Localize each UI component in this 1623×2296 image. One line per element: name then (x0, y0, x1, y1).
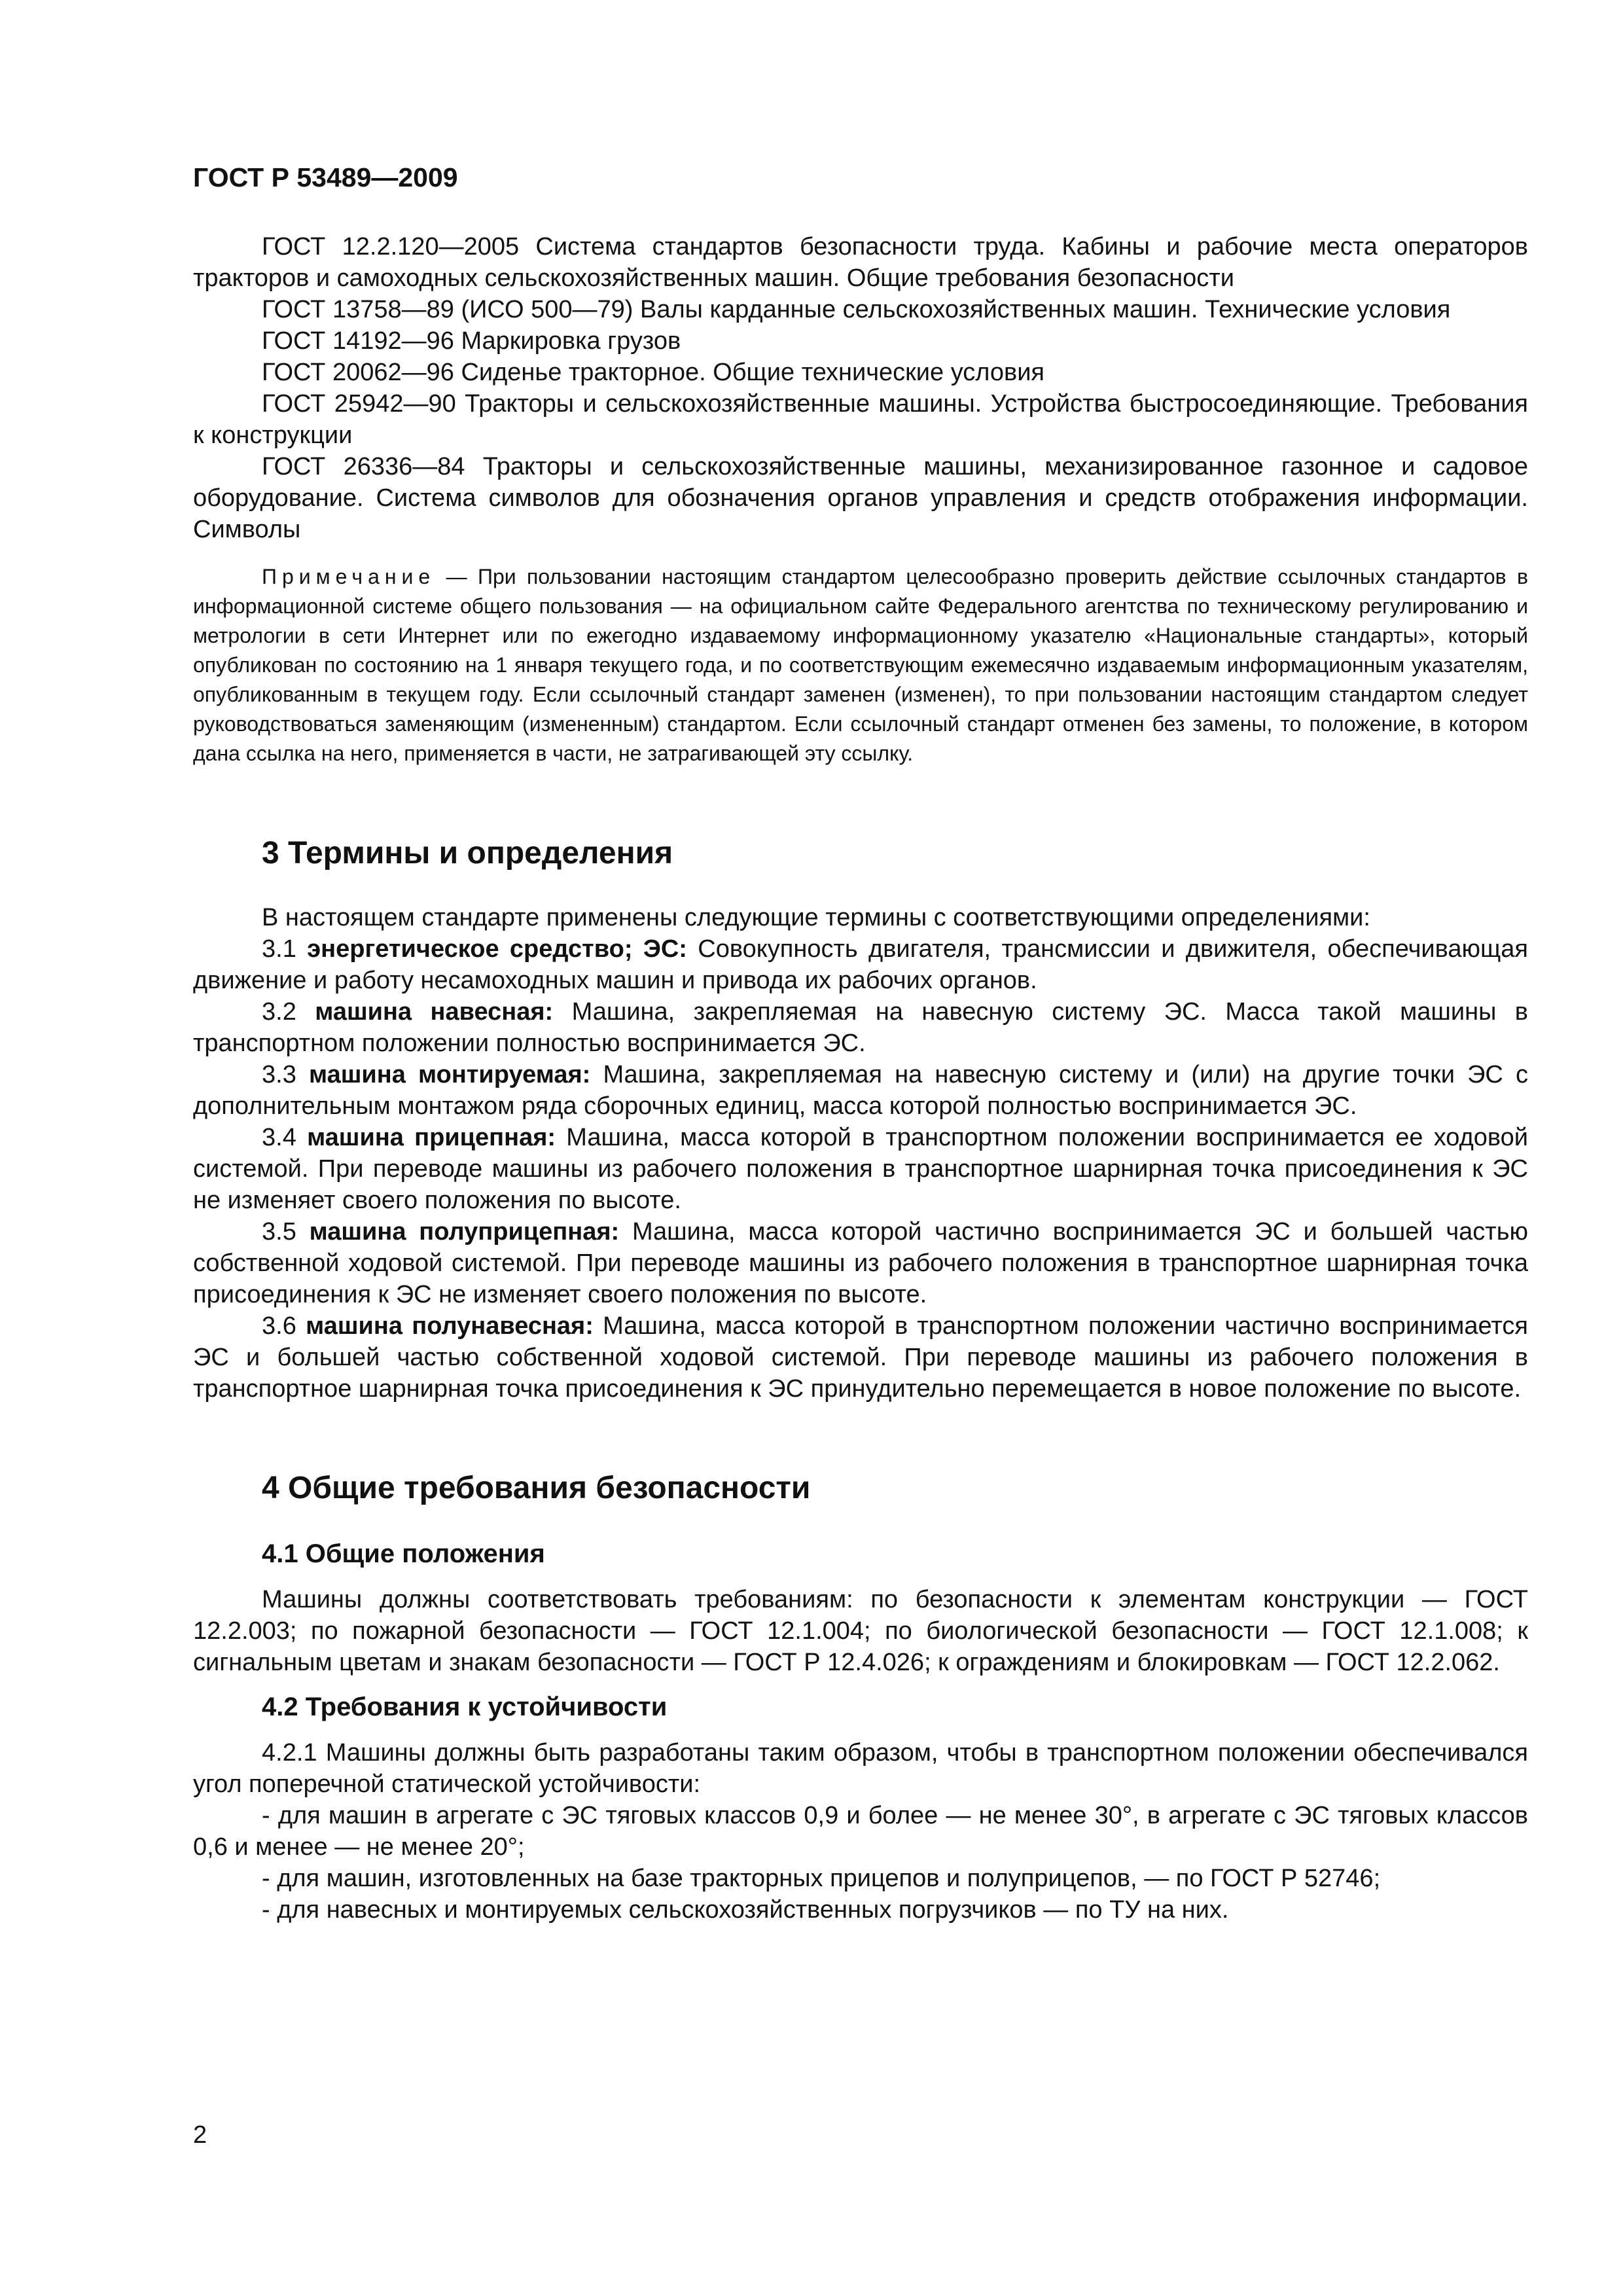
reference-item: ГОСТ 12.2.120—2005 Система стандартов безопасности труда. Кабины и рабочие места операторов тракторов и самоходных сельскохозяйственных машин. Общие требования безопасности (193, 233, 1528, 292)
page-number: 2 (193, 2121, 207, 2149)
term-number: 3.1 (262, 935, 308, 963)
term-definition (193, 1310, 1528, 1405)
normative-references (193, 231, 1528, 545)
term-text: Машина, масса которой в транспортном положении частично воспринимается ЭС и большей частью собственной ходовой системой. При переводе машины из рабочего положения в транспортное шарнирная точка присоединения к ЭС принудительно перемещается в новое положение по высоте. (193, 1312, 1528, 1403)
term-number: 3.4 (262, 1124, 308, 1151)
list-item: - для машин, изготовленных на базе тракторных прицепов и полуприцепов, — по ГОСТ Р 52746; (262, 1865, 1381, 1892)
term-name: машина навесная: (315, 998, 554, 1026)
term-number: 3.3 (262, 1061, 309, 1088)
term-text: Машина, закрепляемая на навесную систему ЭС. Масса такой машины в транспортном положении полностью воспринимается ЭС. (193, 998, 1528, 1057)
subsection-text: Машины должны соответствовать требованиям: по безопасности к элементам конструкции — ГОСТ 12.2.003; по пожарной безопасности — ГОСТ 12.1.004; по биологической безопасности — ГОСТ 12.1.008; к сигнальным цветам и знакам безопасности — ГОСТ Р 12.4.026; к ограждениям и блокировкам — ГОСТ 12.2.062. (193, 1586, 1528, 1676)
term-definition (193, 996, 1528, 1059)
section-title: 3 Термины и определения (262, 836, 673, 870)
term-number: 3.5 (262, 1218, 310, 1246)
list-item: - для машин в агрегате с ЭС тяговых классов 0,9 и более — не менее 30°, в агрегате с ЭС тяговых классов 0,6 и менее — не менее 20°; (193, 1802, 1528, 1861)
reference-item: ГОСТ 26336—84 Тракторы и сельскохозяйственные машины, механизированное газонное и садовое оборудование. Система символов для обозначения органов управления и средств отображения информации. Символы (193, 453, 1528, 543)
subsection-text: 4.2.1 Машины должны быть разработаны таким образом, чтобы в транспортном положении обеспечивался угол поперечной статической устойчивости: (193, 1739, 1528, 1798)
subsection-title: 4.1 Общие положения (262, 1539, 545, 1568)
term-definition (193, 1059, 1528, 1122)
list-item: - для навесных и монтируемых сельскохозяйственных погрузчиков — по ТУ на них. (262, 1896, 1229, 1924)
document-header: ГОСТ Р 53489—2009 (193, 162, 458, 192)
term-number: 3.6 (262, 1312, 306, 1340)
term-text: Машина, закрепляемая на навесную систему и (или) на другие точки ЭС с дополнительным монтажом ряда сборочных единиц, масса которой полностью воспринимается ЭС. (193, 1061, 1528, 1120)
term-name: машина монтируемая: (308, 1061, 591, 1088)
section-intro: В настоящем стандарте применены следующие термины с соответствующими определениями: (262, 904, 1370, 931)
reference-item: ГОСТ 20062—96 Сиденье тракторное. Общие технические условия (262, 359, 1044, 386)
term-text: Машина, масса которой в транспортном положении воспринимается ее ходовой системой. При переводе машины из рабочего положения в транспортное шарнирная точка присоединения к ЭС не изменяет своего положения по высоте. (193, 1124, 1529, 1214)
term-number: 3.2 (262, 998, 315, 1026)
term-definition (193, 933, 1528, 996)
note-text: — При пользовании настоящим стандартом целесообразно проверить действие ссылочных стандартов в информационной системе общего пользования — на официальном сайте Федерального агентства по техническому регулированию и метрологии в сети Интернет или по ежегодно издаваемому информационному указателю «Национальные стандарты», который опубликован по состоянию на 1 января текущего года, и по соответствующим ежемесячно издаваемым информационным указателям, опубликованным в текущем году. Если ссылочный стандарт заменен (изменен), то при пользовании настоящим стандартом следует руководствоваться заменяющим (измененным) стандартом. Если ссылочный стандарт отменен без замены, то положение, в котором дана ссылка на него, применяется в части, не затрагивающей эту ссылку. (193, 565, 1528, 765)
section-title: 4 Общие требования безопасности (262, 1471, 811, 1505)
term-text: Машина, масса которой частично воспринимается ЭС и большей частью собственной ходовой системой. При переводе машины из рабочего положения в транспортное шарнирная точка присоединения к ЭС не изменяет своего положения по высоте. (193, 1218, 1528, 1308)
term-name: машина полунавесная: (306, 1312, 594, 1340)
term-name: энергетическое средство; ЭС: (307, 935, 687, 963)
reference-item: ГОСТ 13758—89 (ИСО 500—79) Валы карданные сельскохозяйственных машин. Технические условия (262, 296, 1451, 323)
term-definition (193, 1122, 1528, 1216)
note-paragraph (193, 562, 1528, 768)
reference-item: ГОСТ 25942—90 Тракторы и сельскохозяйственные машины. Устройства быстросоединяющие. Требования к конструкции (193, 390, 1528, 449)
section-terms (193, 834, 1528, 1405)
subsection-title: 4.2 Требования к устойчивости (262, 1693, 668, 1721)
section-safety (193, 1469, 1528, 1926)
reference-item: ГОСТ 14192—96 Маркировка грузов (262, 327, 681, 355)
document-page (193, 160, 1528, 1926)
note-label: Примечание (262, 565, 436, 588)
term-text: Совокупность двигателя, трансмиссии и движителя, обеспечивающая движение и работу несамоходных машин и привода их рабочих органов. (193, 935, 1528, 994)
term-name: машина прицепная: (307, 1124, 556, 1151)
term-definition (193, 1216, 1528, 1310)
term-name: машина полуприцепная: (309, 1218, 620, 1246)
